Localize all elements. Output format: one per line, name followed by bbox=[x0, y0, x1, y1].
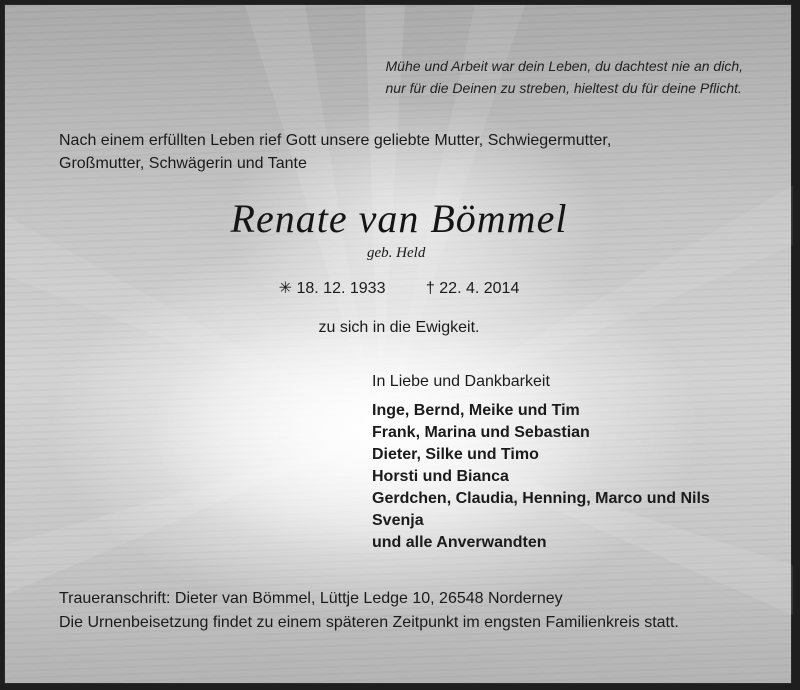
intro-text bbox=[59, 129, 719, 175]
burial-notice: Die Urnenbeisetzung findet zu einem späteren Zeitpunkt im engsten Familienkreis statt. bbox=[59, 614, 679, 631]
mourning-address: Traueranschrift: Dieter van Bömmel, Lüttje Ledge 10, 26548 Norderney bbox=[59, 590, 563, 607]
mourner-line: Dieter, Silke und Timo bbox=[372, 446, 539, 463]
maiden-name: geb. Held bbox=[367, 245, 426, 261]
death-date: † 22. 4. 2014 bbox=[425, 280, 520, 297]
mourners-list bbox=[372, 400, 710, 554]
birth-date: ✳ 18. 12. 1933 bbox=[278, 280, 386, 297]
obituary-card bbox=[4, 4, 792, 684]
mourner-line: Frank, Marina und Sebastian bbox=[372, 424, 590, 441]
eternity-text: zu sich in die Ewigkeit. bbox=[318, 319, 480, 336]
motto-verse bbox=[386, 55, 744, 99]
mourner-line: Gerdchen, Claudia, Henning, Marco und Nils bbox=[372, 490, 710, 507]
mourner-line: Horsti und Bianca bbox=[372, 468, 509, 485]
mourner-line: und alle Anverwandten bbox=[372, 534, 547, 551]
motto-line-1: Mühe und Arbeit war dein Leben, du dachtest nie an dich, bbox=[385, 58, 743, 74]
light-rays-background bbox=[5, 5, 793, 685]
footer-info bbox=[59, 587, 779, 635]
mourner-line: Svenja bbox=[372, 512, 424, 529]
deceased-name: Renate van Bömmel bbox=[230, 196, 568, 241]
motto-line-2: nur für die Deinen zu streben, hieltest du für deine Pflicht. bbox=[385, 80, 742, 96]
intro-line-1: Nach einem erfüllten Leben rief Gott unsere geliebte Mutter, Schwiegermutter, bbox=[59, 132, 612, 149]
mourner-line: Inge, Bernd, Meike und Tim bbox=[372, 402, 580, 419]
life-dates bbox=[5, 278, 793, 298]
mourners-heading: In Liebe und Dankbarkeit bbox=[372, 373, 550, 390]
intro-line-2: Großmutter, Schwägerin und Tante bbox=[59, 155, 307, 172]
